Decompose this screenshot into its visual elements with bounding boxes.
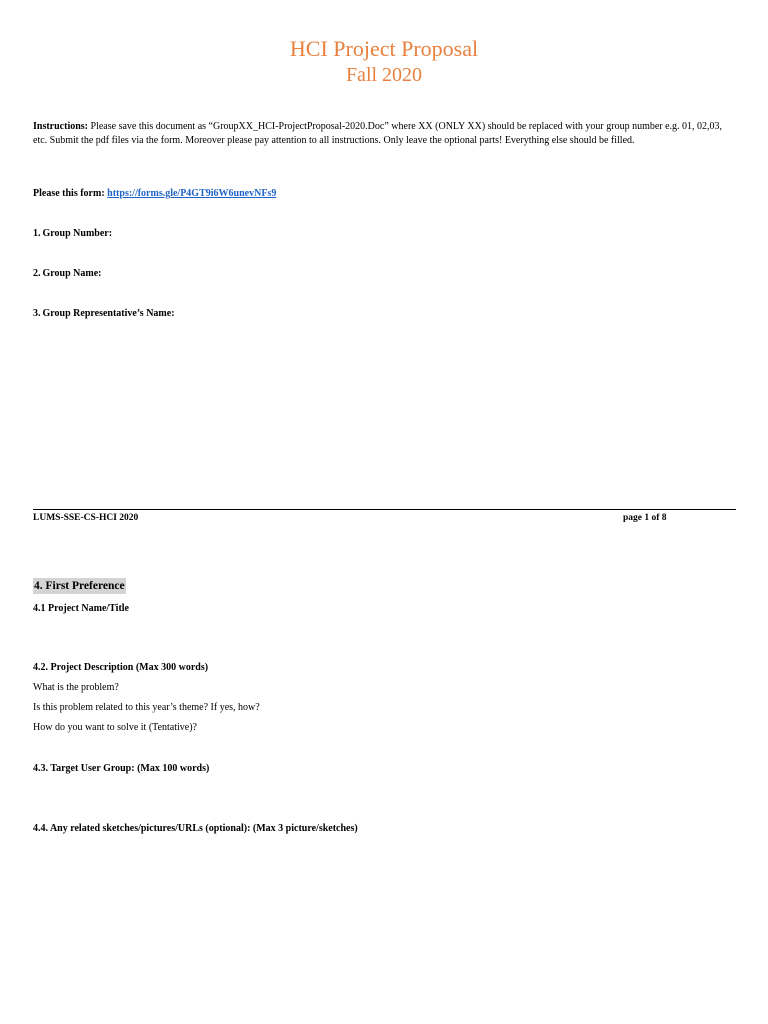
project-name-heading: 4.1 Project Name/Title: [33, 603, 129, 614]
instructions-paragraph: [33, 120, 723, 147]
footer-course-code: LUMS-SSE-CS-HCI 2020: [33, 513, 139, 523]
question-solution: How do you want to solve it (Tentative)?: [33, 722, 197, 733]
footer-page-number: page 1 of 8: [623, 513, 667, 523]
instructions-text: Please save this document as “GroupXX_HCI-ProjectProposal-2020.Doc” where XX (ONLY XX) should be replaced with your group number e.g. 01, 02,03, etc. Submit the pdf files via the form. Moreover please pay attention to all instructions. Only leave the optional parts! Everything else should be filled.: [33, 121, 723, 146]
project-description-heading: 4.2. Project Description (Max 300 words): [33, 662, 209, 673]
group-name-label: 2. Group Name:: [33, 268, 102, 279]
instructions-label: Instructions:: [33, 121, 89, 132]
footer-divider: [33, 509, 736, 510]
group-representative-label: 3. Group Representative’s Name:: [33, 308, 175, 319]
sketches-heading: 4.4. Any related sketches/pictures/URLs (optional): (Max 3 picture/sketches): [33, 823, 358, 834]
form-link[interactable]: https://forms.gle/P4GT9i6W6unevNFs9: [107, 188, 277, 199]
question-theme: Is this problem related to this year’s theme? If yes, how?: [33, 702, 260, 713]
target-user-heading: 4.3. Target User Group: (Max 100 words): [33, 763, 210, 774]
form-line: [33, 187, 276, 200]
question-problem: What is the problem?: [33, 682, 119, 693]
group-number-label: 1. Group Number:: [33, 228, 113, 239]
form-label: Please this form:: [33, 188, 108, 199]
document-title: HCI Project Proposal: [289, 36, 479, 61]
document-subtitle: Fall 2020: [345, 64, 423, 86]
section-heading-first-preference: 4. First Preference: [34, 580, 125, 592]
